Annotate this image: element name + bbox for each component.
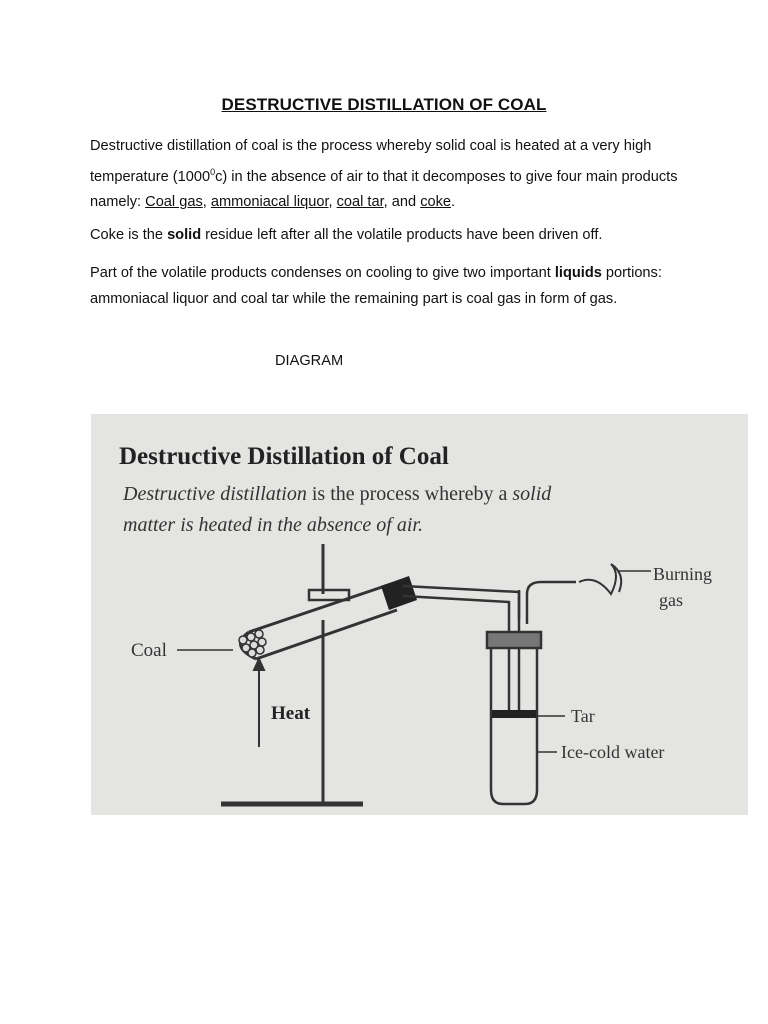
diagram-photo bbox=[91, 414, 748, 815]
separator: , bbox=[202, 193, 211, 210]
para3-start: Part of the volatile products condenses on cooling to give two important bbox=[90, 265, 555, 281]
tar-layer bbox=[492, 710, 536, 718]
para1-line1: Destructive distillation of coal is the process whereby solid coal is heated at a very bbox=[90, 138, 620, 154]
separator: , and bbox=[383, 193, 421, 210]
bold-liquids: liquids bbox=[554, 265, 602, 281]
para1-line2-end: c) in the absence of air to that it decomposes to give four bbox=[215, 168, 582, 185]
stopper bbox=[381, 576, 417, 610]
retort-stand bbox=[221, 544, 363, 804]
separator: , bbox=[328, 193, 337, 210]
page-title: DESTRUCTIVE DISTILLATION OF COAL bbox=[221, 95, 547, 114]
heat-arrow bbox=[254, 659, 264, 747]
flame-icon bbox=[579, 564, 621, 594]
para1-line2-start: high temperature (1000 bbox=[90, 138, 652, 185]
diagram-caption: DIAGRAM bbox=[275, 353, 344, 369]
period: . bbox=[451, 193, 456, 210]
label-coal: Coal bbox=[131, 640, 167, 661]
coal-pieces bbox=[239, 630, 266, 657]
label-ice-cold-water: Ice-cold water bbox=[561, 742, 665, 762]
degree-superscript: 0 bbox=[210, 166, 216, 177]
paragraph-volatile bbox=[90, 261, 690, 312]
figure-definition-line2: matter is heated in the absence of air. bbox=[123, 514, 423, 536]
product-coal-tar: coal tar bbox=[336, 193, 384, 210]
para3-end: portions: ammoniacal liquor and coal tar while the remaining part is coal gas in form of gas. bbox=[90, 265, 662, 307]
label-gas: gas bbox=[659, 590, 683, 610]
product-coal-gas: Coal gas bbox=[145, 193, 203, 210]
delivery-tube bbox=[403, 586, 519, 714]
paragraph-coke bbox=[90, 223, 690, 249]
label-tar: Tar bbox=[571, 706, 595, 726]
bold-solid: solid bbox=[167, 227, 202, 243]
product-ammoniacal-liquor: ammoniacal liquor bbox=[210, 193, 329, 210]
paragraph-definition bbox=[90, 134, 690, 215]
para2-end: residue left after all the volatile products have been driven off. bbox=[201, 227, 603, 243]
figure-definition-line1: Destructive distillation is the process whereby a solid bbox=[123, 483, 552, 505]
apparatus-diagram bbox=[91, 414, 748, 815]
test-tube bbox=[487, 582, 576, 804]
para1-line3-start: main products namely: bbox=[90, 168, 678, 210]
figure-heading: Destructive Distillation of Coal bbox=[119, 443, 449, 470]
label-heat: Heat bbox=[271, 703, 311, 724]
label-burning: Burning bbox=[653, 564, 713, 584]
para2-start: Coke is the bbox=[90, 227, 168, 243]
product-coke: coke bbox=[420, 193, 452, 210]
